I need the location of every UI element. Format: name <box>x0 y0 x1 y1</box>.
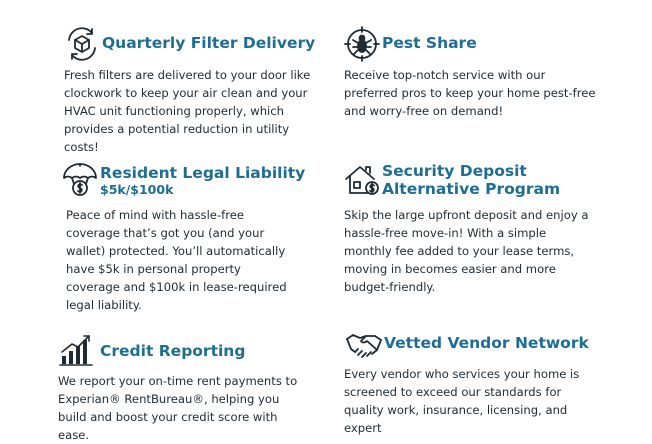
card-resident-legal-liability <box>62 162 324 314</box>
card-security-deposit <box>344 162 606 296</box>
card-vetted-vendor-network <box>346 325 608 437</box>
card-title: Resident Legal Liability <box>100 164 306 182</box>
card-subtitle: $5k/$100k <box>100 182 174 197</box>
card-title: Pest Share <box>382 34 477 52</box>
card-description: Every vendor who services your home is screened to exceed our standards for quality work, insurance, licensing, and expert <box>344 367 580 435</box>
card-description: Peace of mind with hassle-free coverage that’s got you (and your wallet) protected. You’ll automatically have $5k in personal property coverage and $100k in lease-required legal liability. <box>66 208 287 312</box>
card-pest-share <box>344 26 606 120</box>
card-quarterly-filter-delivery <box>64 26 324 156</box>
card-title: Credit Reporting <box>100 342 246 360</box>
card-description: We report your on-time rent payments to Experian® RentBureau®, helping you build and boost your credit score with ease. <box>58 374 298 442</box>
card-title: Quarterly Filter Delivery <box>102 34 316 52</box>
card-title: Vetted Vendor Network <box>384 334 589 352</box>
card-title-line2: Alternative Program <box>382 180 561 198</box>
card-description: Skip the large upfront deposit and enjoy a hassle-free move-in! With a simple monthly fee added to your lease terms, moving in becomes easier and more budget-friendly. <box>344 208 589 294</box>
card-description: Receive top-notch service with our preferred pros to keep your home pest-free and worry-free on demand! <box>344 68 596 118</box>
card-description: Fresh filters are delivered to your door like clockwork to keep your air clean and your HVAC unit functioning properly, which provides a potential reduction in utility costs! <box>64 68 311 154</box>
card-title-group <box>382 162 560 198</box>
umbrella-money-icon <box>62 162 98 198</box>
card-title: Security Deposit <box>382 162 527 180</box>
handshake-icon <box>346 325 382 361</box>
card-credit-reporting <box>58 332 328 444</box>
house-dollar-icon <box>344 162 380 198</box>
bug-target-icon <box>344 26 380 62</box>
filter-box-icon <box>64 26 100 62</box>
bar-chart-icon <box>58 332 94 368</box>
card-title-group <box>100 164 305 197</box>
